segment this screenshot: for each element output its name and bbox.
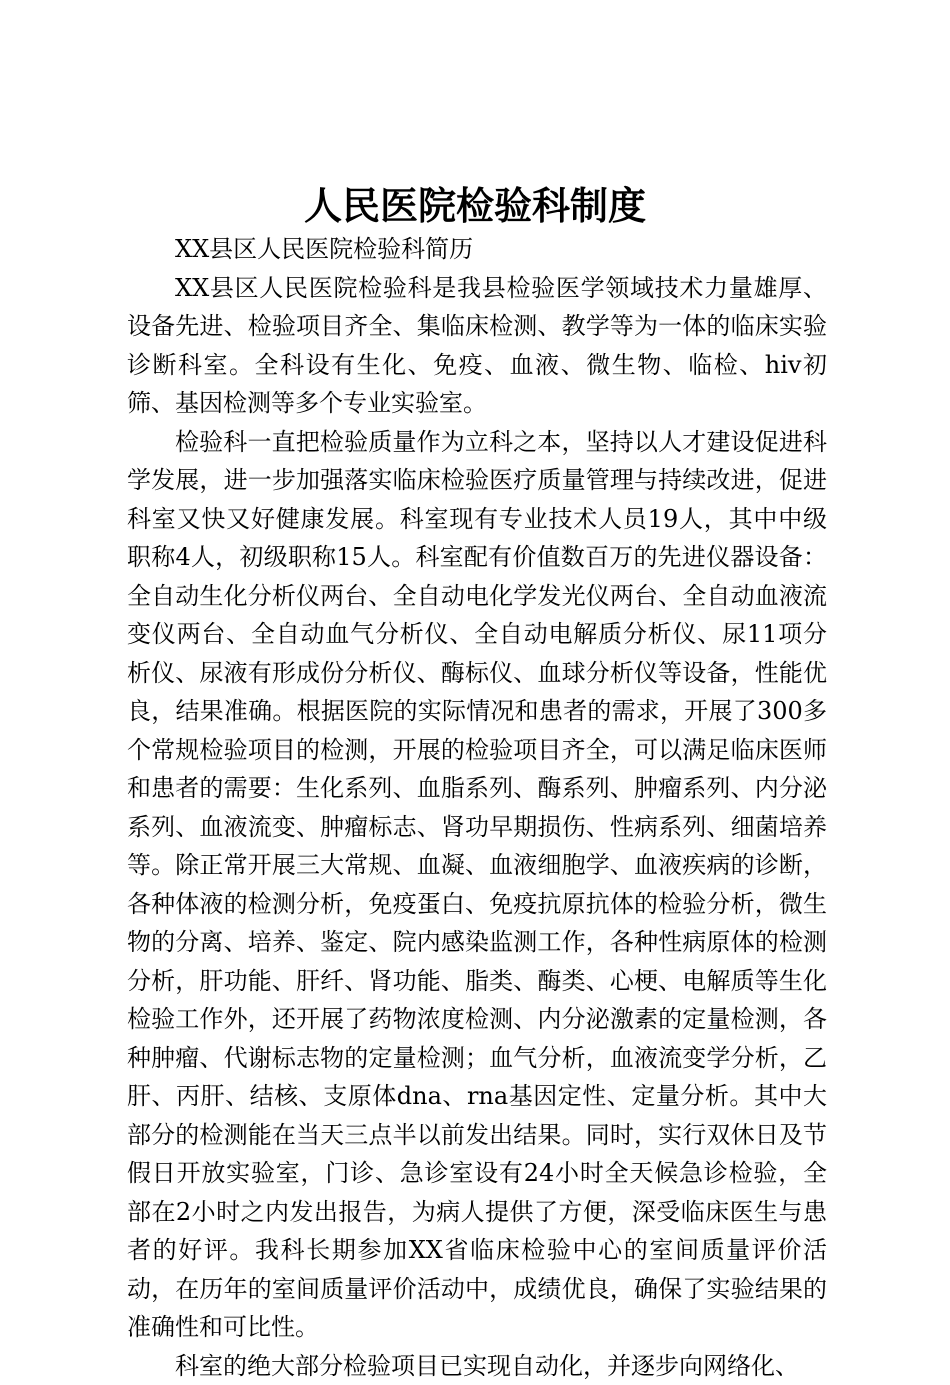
paragraph-details: 检验科一直把检验质量作为立科之本，坚持以人才建设促进科学发展，进一步加强落实临床检验医疗质量管理与持续改进，促进科室又快又好健康发展。科室现有专业技术人员19人，其中中级职称4人，初级职称15人。科室配有价值数百万的先进仪器设备：全自动生化分析仪两台、全自动电化学发光仪两台、全自动血液流变仪两台、全自动血气分析仪、全自动电解质分析仪、尿11项分析仪、尿液有形成份分析仪、酶标仪、血球分析仪等设备，性能优良，结果准确。根据医院的实际情况和患者的需求，开展了300多个常规检验项目的检测，开展的检验项目齐全，可以满足临床医师和患者的需要：生化系列、血脂系列、酶系列、肿瘤系列、内分泌系列、血液流变、肿瘤标志、肾功早期损伤、性病系列、细菌培养等。除正常开展三大常规、血凝、血液细胞学、血液疾病的诊断，各种体液的检测分析，免疫蛋白、免疫抗原抗体的检验分析，微生物的分离、培养、鉴定、院内感染监测工作，各种性病原体的检测分析，肝功能、肝纤、肾功能、脂类、酶类、心梗、电解质等生化检验工作外，还开展了药物浓度检测、内分泌激素的定量检测，各种肿瘤、代谢标志物的定量检测；血气分析，血液流变学分析，乙肝、丙肝、结核、支原体dna、rna基因定性、定量分析。其中大部分的检测能在当天三点半以前发出结果。同时，实行双休日及节假日开放实验室，门诊、急诊室设有24小时全天候急诊检验，全部在2小时之内发出报告，为病人提供了方便，深受临床医生与患者的好评。我科长期参加XX省临床检验中心的室间质量评价活动，在历年的室间质量评价活动中，成绩优良，确保了实验结果的准确性和可比性。	[127, 423, 827, 1347]
document-title: 人民医院检验科制度	[0, 178, 950, 234]
paragraph-subtitle: XX县区人民医院检验科简历	[127, 230, 827, 269]
paragraph-intro: XX县区人民医院检验科是我县检验医学领域技术力量雄厚、设备先进、检验项目齐全、集临床检测、教学等为一体的临床实验诊断科室。全科设有生化、免疫、血液、微生物、临检、hiv初筛、基因检测等多个专业实验室。	[127, 269, 827, 423]
document-body	[127, 230, 827, 1385]
paragraph-automation: 科室的绝大部分检验项目已实现自动化，并逐步向网络化、	[127, 1347, 827, 1385]
